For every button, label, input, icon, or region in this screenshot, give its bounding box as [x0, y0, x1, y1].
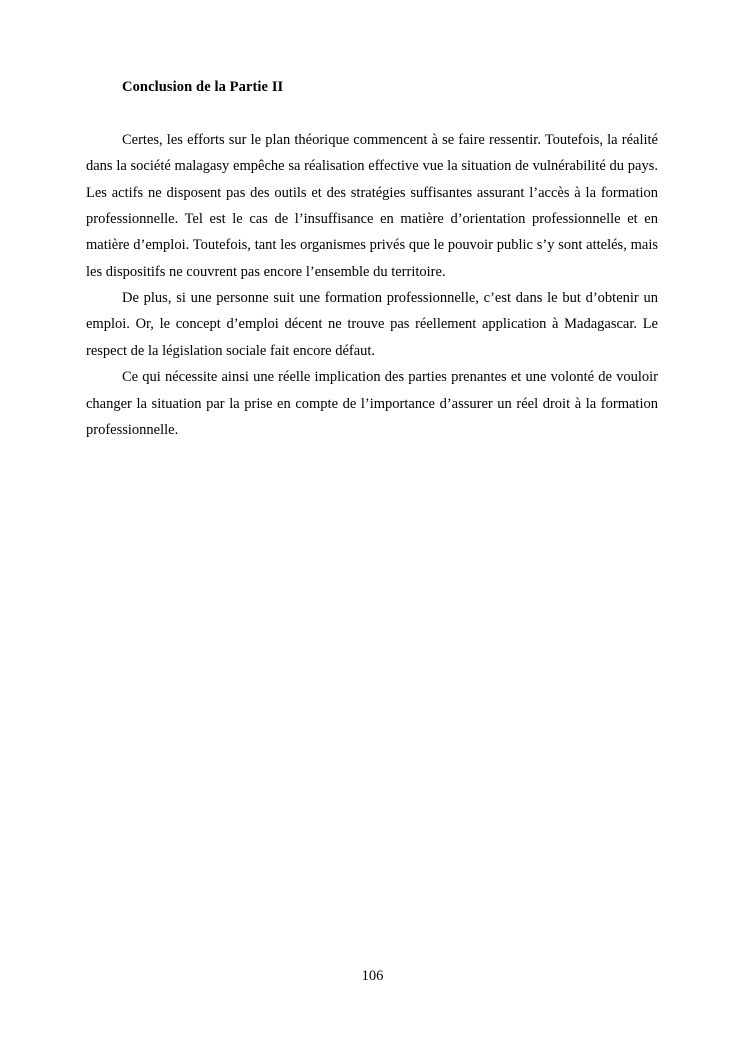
body-paragraph-3: Ce qui nécessite ainsi une réelle implication des parties prenantes et une volonté de vouloir changer la situation par la prise en compte de l’importance d’assurer un réel droit à la formation professionnelle. — [86, 369, 658, 438]
body-paragraph-2: De plus, si une personne suit une formation professionnelle, c’est dans le but d’obtenir un emploi. Or, le concept d’emploi décent ne trouve pas réellement application à Madagascar. Le respect de la législation sociale fait encore défaut. — [86, 290, 658, 359]
page-content — [86, 78, 658, 443]
page-number: 106 — [361, 968, 384, 984]
body-paragraph-1: Certes, les efforts sur le plan théorique commencent à se faire ressentir. Toutefois, la réalité dans la société malagasy empêche sa réalisation effective vue la situation de vulnérabilité du pays. Les actifs ne disposent pas des outils et des stratégies suffisantes assurant l’accès à la formation professionnelle. Tel est le cas de l’insuffisance en matière d’orientation professionnelle et en matière d’emploi. Toutefois, tant les organismes privés que le pouvoir public s’y sont attelés, mais les dispositifs ne couvrent pas encore l’ensemble du territoire. — [86, 131, 658, 280]
section-heading: Conclusion de la Partie II — [122, 79, 284, 95]
